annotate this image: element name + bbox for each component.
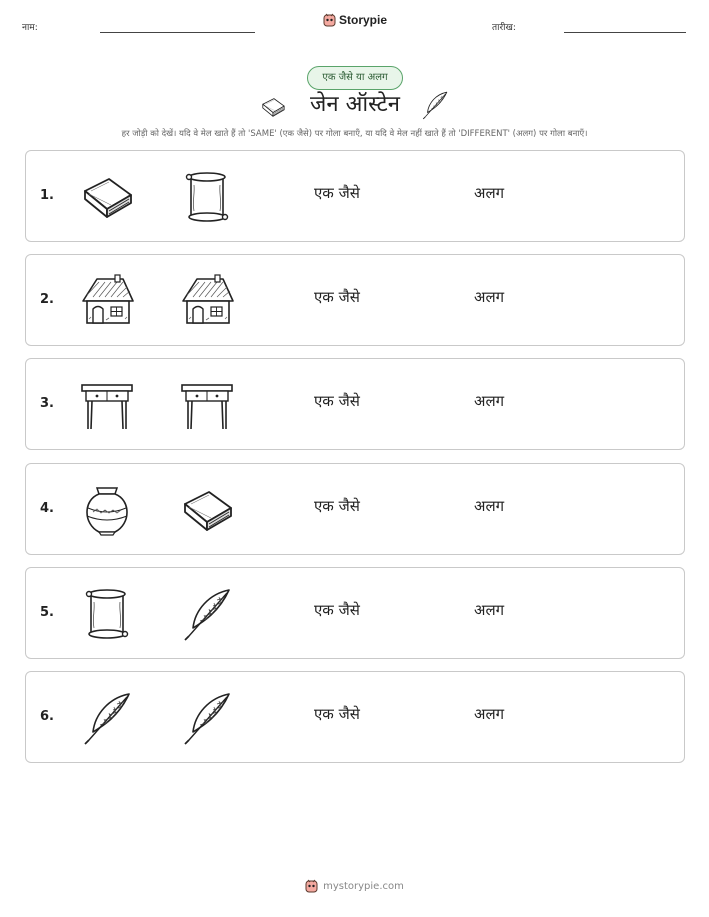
- quill-icon: [79, 690, 135, 746]
- question-card: [25, 671, 685, 763]
- option-different[interactable]: अलग: [474, 600, 505, 619]
- footer-site: mystorypie.com: [323, 880, 404, 892]
- option-same[interactable]: एक जैसे: [314, 496, 360, 515]
- quill-icon: [420, 90, 450, 120]
- option-different[interactable]: अलग: [474, 705, 505, 723]
- question-card: [25, 567, 685, 659]
- question-number: 6.: [40, 709, 54, 724]
- question-number: 1.: [40, 188, 54, 203]
- question-card: [25, 150, 685, 242]
- footer: [0, 879, 709, 893]
- question-number: 2.: [40, 292, 54, 308]
- scroll-icon: [179, 169, 235, 225]
- option-different[interactable]: अलग: [474, 392, 505, 411]
- book-icon: [258, 94, 288, 120]
- name-label: नाम:: [22, 23, 38, 33]
- question-number: 3.: [40, 396, 54, 412]
- question-card: [25, 254, 685, 346]
- cottage-icon: [79, 273, 135, 329]
- question-number: 5.: [40, 604, 54, 620]
- worksheet-tag: एक जैसे या अलग: [307, 66, 403, 90]
- option-same[interactable]: एक जैसे: [314, 392, 360, 411]
- mascot-icon: [305, 879, 318, 893]
- clay-pot-icon: [79, 482, 135, 538]
- page-title: जेन ऑस्टेन: [310, 92, 400, 117]
- quill-icon: [179, 690, 235, 746]
- cottage-icon: [179, 273, 235, 329]
- option-same[interactable]: एक जैसे: [314, 288, 360, 307]
- brand-logo: [323, 13, 387, 27]
- question-number: 4.: [40, 500, 54, 516]
- option-same[interactable]: एक जैसे: [314, 705, 360, 723]
- quill-icon: [179, 586, 235, 642]
- option-different[interactable]: अलग: [474, 496, 505, 515]
- title-row: [0, 88, 709, 124]
- book-icon: [179, 482, 235, 538]
- name-line: [100, 32, 255, 33]
- date-label: तारीख:: [492, 23, 516, 33]
- option-different[interactable]: अलग: [474, 288, 505, 307]
- mascot-icon: [323, 13, 336, 27]
- instructions: हर जोड़ी को देखें। यदि वे मेल खाते हैं तो 'SAME' (एक जैसे) पर गोला बनाएँ, या यदि वे मेल नहीं खाते हैं तो 'DIFFERENT' (अलग) पर गोला बनाएँ।: [121, 129, 588, 139]
- option-same[interactable]: एक जैसे: [314, 184, 360, 202]
- date-line: [564, 32, 686, 33]
- scroll-icon: [79, 586, 135, 642]
- worksheet-header: [0, 0, 709, 40]
- question-card: [25, 463, 685, 555]
- writing-desk-icon: [179, 377, 235, 433]
- book-icon: [79, 169, 135, 225]
- brand-name: Storypie: [339, 13, 388, 27]
- writing-desk-icon: [79, 377, 135, 433]
- question-card: [25, 358, 685, 450]
- option-same[interactable]: एक जैसे: [314, 600, 360, 619]
- option-different[interactable]: अलग: [474, 184, 505, 202]
